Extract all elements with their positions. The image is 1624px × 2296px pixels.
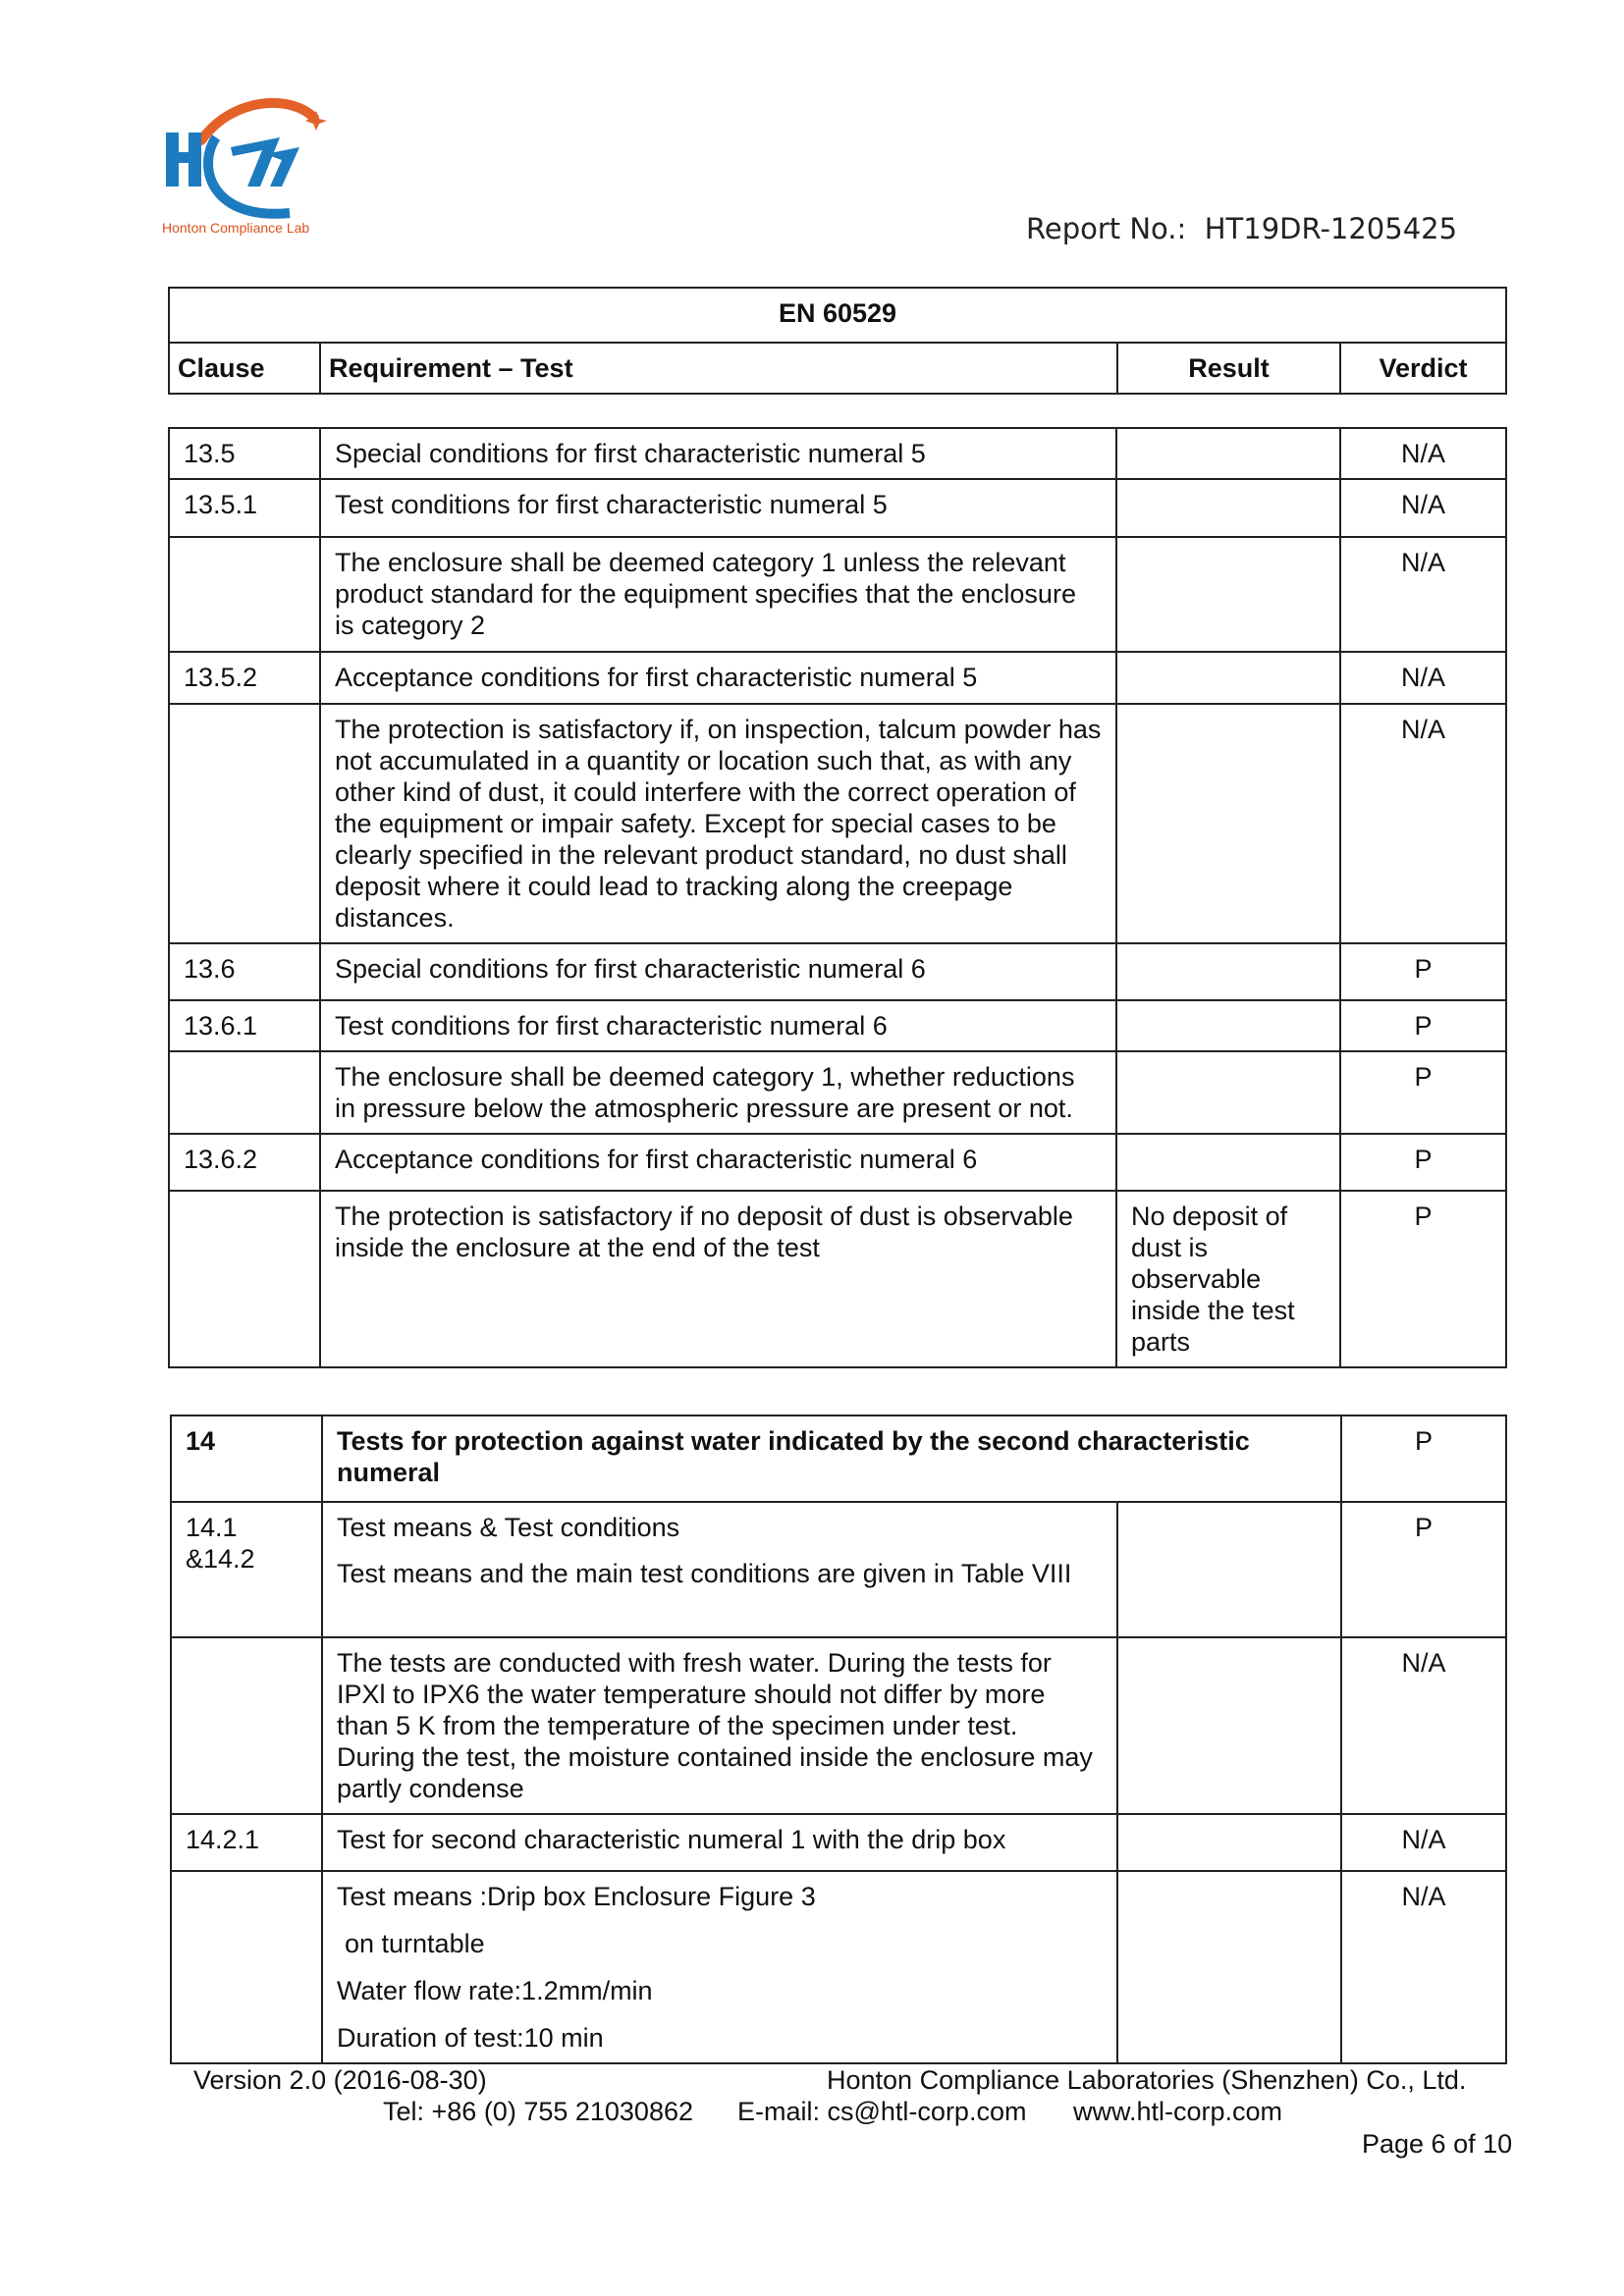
verdict-cell: N/A xyxy=(1340,479,1506,537)
clause-cell xyxy=(169,1191,320,1367)
requirement-cell: Test for second characteristic numeral 1 with the drip box xyxy=(322,1814,1117,1871)
section-13-table xyxy=(168,427,1507,1368)
section-title-cell: Tests for protection against water indicated by the second characteristic numeral xyxy=(322,1415,1341,1502)
requirement-cell xyxy=(322,1871,1117,2063)
table-row xyxy=(169,1134,1506,1191)
verdict-cell: N/A xyxy=(1340,537,1506,652)
result-cell xyxy=(1116,652,1340,704)
company-logo xyxy=(162,93,329,240)
result-cell xyxy=(1116,1051,1340,1134)
result-cell xyxy=(1117,1871,1341,2063)
clause-cell: 13.6.2 xyxy=(169,1134,320,1191)
logo-text: Honton Compliance Lab xyxy=(162,220,310,236)
requirement-cell: Test conditions for first characteristic numeral 5 xyxy=(320,479,1116,537)
result-cell xyxy=(1116,479,1340,537)
verdict-cell: P xyxy=(1340,943,1506,1000)
requirement-cell: The protection is satisfactory if, on inspection, talcum powder has not accumulated in a quantity or location such that, as with any other kind of dust, it could interfere with the correct operation of the equipment or impair safety. Except for special cases to be clearly specified in the relevant product standard, no dust shall deposit where it could lead to tracking along the creepage distances. xyxy=(320,704,1116,943)
clause-cell xyxy=(171,1502,322,1637)
verdict-cell: P xyxy=(1340,1051,1506,1134)
table-row xyxy=(171,1415,1506,1502)
col-verdict: Verdict xyxy=(1340,343,1506,394)
table-row xyxy=(169,1051,1506,1134)
clause-cell: 14 xyxy=(171,1415,322,1502)
table-row xyxy=(169,1000,1506,1051)
verdict-cell: N/A xyxy=(1341,1871,1506,2063)
verdict-cell: N/A xyxy=(1340,704,1506,943)
report-number: Report No.: HT19DR-1205425 xyxy=(1026,212,1458,245)
requirement-line: on turntable xyxy=(345,1929,485,1958)
table-row xyxy=(171,1637,1506,1814)
clause-cell xyxy=(169,1051,320,1134)
standard-title: EN 60529 xyxy=(169,288,1506,343)
requirement-cell: The enclosure shall be deemed category 1, whether reductions in pressure below the atmospheric pressure are present or not. xyxy=(320,1051,1116,1134)
page-number: Page 6 of 10 xyxy=(1362,2129,1513,2159)
verdict-cell: N/A xyxy=(1341,1814,1506,1871)
col-clause: Clause xyxy=(169,343,320,394)
clause-cell: 13.6.1 xyxy=(169,1000,320,1051)
verdict-cell: N/A xyxy=(1340,652,1506,704)
requirement-cell: Test conditions for first characteristic numeral 6 xyxy=(320,1000,1116,1051)
footer-email: E-mail: cs@htl-corp.com xyxy=(737,2097,1027,2126)
result-cell: No deposit of dust is observable inside the test parts xyxy=(1116,1191,1340,1367)
footer-web: www.htl-corp.com xyxy=(1073,2097,1283,2126)
clause-cell: 13.5.2 xyxy=(169,652,320,704)
requirement-cell: The enclosure shall be deemed category 1 unless the relevant product standard for the equipment specifies that the enclosure is category 2 xyxy=(320,537,1116,652)
table-row xyxy=(171,1502,1506,1637)
verdict-cell: P xyxy=(1341,1415,1506,1502)
result-cell xyxy=(1116,537,1340,652)
table-row xyxy=(169,537,1506,652)
table-row xyxy=(169,479,1506,537)
verdict-cell: P xyxy=(1340,1134,1506,1191)
clause-cell xyxy=(169,537,320,652)
requirement-cell: Special conditions for first characteristic numeral 5 xyxy=(320,428,1116,479)
verdict-cell: N/A xyxy=(1340,428,1506,479)
clause-cell xyxy=(171,1871,322,2063)
result-cell xyxy=(1116,704,1340,943)
standard-header-table xyxy=(168,287,1507,395)
table-row xyxy=(169,943,1506,1000)
clause-cell: 13.6 xyxy=(169,943,320,1000)
result-cell xyxy=(1116,1134,1340,1191)
verdict-cell: N/A xyxy=(1341,1637,1506,1814)
requirement-cell: Acceptance conditions for first characteristic numeral 5 xyxy=(320,652,1116,704)
requirement-line: Test means & Test conditions xyxy=(337,1513,680,1542)
requirement-cell: The protection is satisfactory if no deposit of dust is observable inside the enclosure at the end of the test xyxy=(320,1191,1116,1367)
requirement-line: Water flow rate:1.2mm/min xyxy=(337,1976,653,2005)
requirement-line: Test means and the main test conditions are given in Table VIII xyxy=(337,1559,1072,1588)
clause-line: &14.2 xyxy=(186,1544,255,1574)
col-result: Result xyxy=(1117,343,1340,394)
result-cell xyxy=(1116,1000,1340,1051)
result-cell xyxy=(1116,943,1340,1000)
requirement-line: Duration of test:10 min xyxy=(337,2023,604,2053)
clause-line: 14.1 xyxy=(186,1513,238,1542)
clause-cell xyxy=(171,1637,322,1814)
clause-cell: 14.2.1 xyxy=(171,1814,322,1871)
table-row xyxy=(169,428,1506,479)
result-cell xyxy=(1117,1637,1341,1814)
result-cell xyxy=(1117,1814,1341,1871)
verdict-cell: P xyxy=(1341,1502,1506,1637)
requirement-cell: Special conditions for first characteristic numeral 6 xyxy=(320,943,1116,1000)
clause-cell: 13.5 xyxy=(169,428,320,479)
requirement-cell: The tests are conducted with fresh water. During the tests for IPXl to IPX6 the water temperature should not differ by more than 5 K from the temperature of the specimen under test. During the test, the moisture contained inside the enclosure may partly condense xyxy=(322,1637,1117,1814)
verdict-cell: P xyxy=(1340,1191,1506,1367)
result-cell xyxy=(1116,428,1340,479)
requirement-cell: Acceptance conditions for first characteristic numeral 6 xyxy=(320,1134,1116,1191)
col-requirement: Requirement – Test xyxy=(320,343,1117,394)
clause-cell: 13.5.1 xyxy=(169,479,320,537)
requirement-line: Test means :Drip box Enclosure Figure 3 xyxy=(337,1882,816,1911)
clause-cell xyxy=(169,704,320,943)
footer-version: Version 2.0 (2016-08-30) xyxy=(193,2065,487,2095)
table-row xyxy=(171,1814,1506,1871)
verdict-cell: P xyxy=(1340,1000,1506,1051)
table-row xyxy=(169,652,1506,704)
result-cell xyxy=(1117,1502,1341,1637)
table-row xyxy=(169,704,1506,943)
footer-tel: Tel: +86 (0) 755 21030862 xyxy=(383,2097,693,2126)
table-row xyxy=(169,1191,1506,1367)
table-row xyxy=(171,1871,1506,2063)
requirement-cell xyxy=(322,1502,1117,1637)
section-14-table xyxy=(170,1415,1507,2064)
footer-company: Honton Compliance Laboratories (Shenzhen) Co., Ltd. xyxy=(827,2065,1467,2095)
